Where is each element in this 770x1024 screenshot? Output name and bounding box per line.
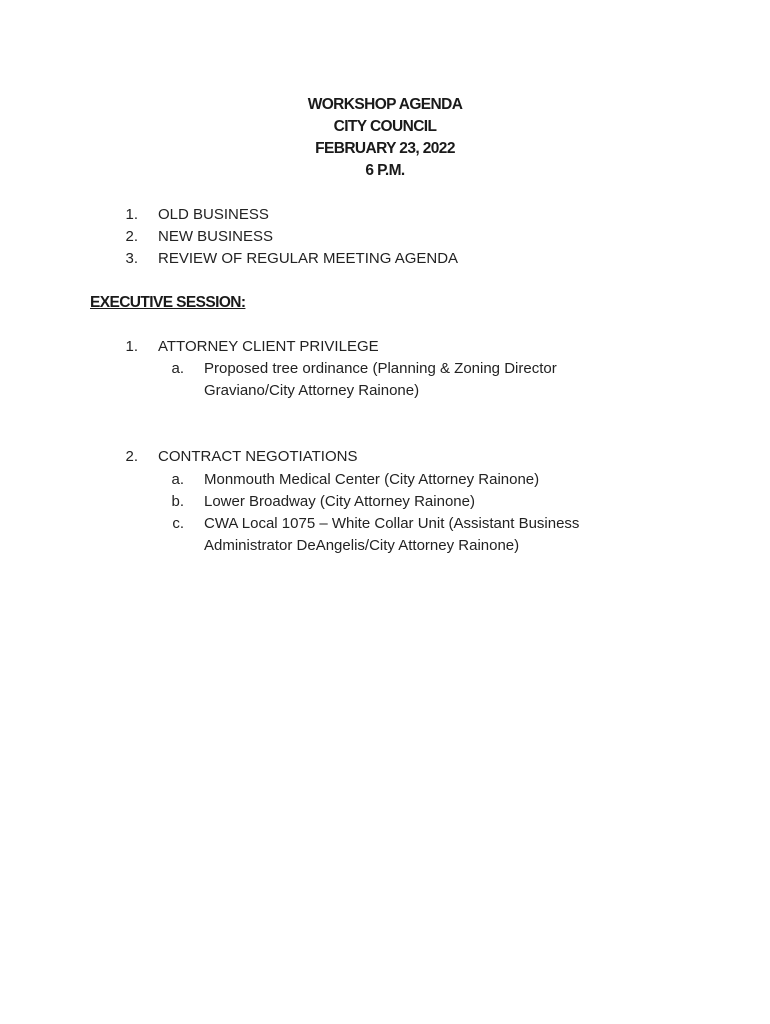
executive-session-heading: EXECUTIVE SESSION: bbox=[90, 294, 246, 311]
sub-list-text: Monmouth Medical Center (City Attorney Rainone) bbox=[204, 471, 540, 488]
list-item-text: OLD BUSINESS bbox=[158, 206, 269, 223]
list-item-text: NEW BUSINESS bbox=[158, 228, 274, 245]
sub-list-continuation: Administrator DeAngelis/City Attorney Rainone) bbox=[204, 537, 520, 554]
list-number: 1. bbox=[125, 338, 138, 355]
sub-list-letter: b. bbox=[171, 493, 184, 510]
sub-list-text: CWA Local 1075 – White Collar Unit (Assistant Business bbox=[204, 515, 580, 532]
header-body: CITY COUNCIL bbox=[333, 118, 437, 135]
list-number: 2. bbox=[125, 228, 138, 245]
list-number: 2. bbox=[125, 448, 138, 465]
header-date: FEBRUARY 23, 2022 bbox=[315, 140, 455, 157]
list-number: 1. bbox=[125, 206, 138, 223]
sub-list-continuation: Graviano/City Attorney Rainone) bbox=[204, 382, 420, 399]
list-number: 3. bbox=[125, 250, 138, 267]
header-title: WORKSHOP AGENDA bbox=[307, 96, 463, 113]
list-item-text: CONTRACT NEGOTIATIONS bbox=[158, 448, 358, 465]
agenda-header bbox=[0, 94, 770, 182]
sub-list-text: Lower Broadway (City Attorney Rainone) bbox=[204, 493, 475, 510]
sub-list-text: Proposed tree ordinance (Planning & Zoning Director bbox=[204, 360, 557, 377]
sub-list-letter: a. bbox=[171, 360, 184, 377]
sub-list-letter: a. bbox=[171, 471, 184, 488]
header-time: 6 P.M. bbox=[365, 162, 405, 179]
sub-list-letter: c. bbox=[172, 515, 184, 532]
list-item-text: ATTORNEY CLIENT PRIVILEGE bbox=[158, 338, 379, 355]
list-item-text: REVIEW OF REGULAR MEETING AGENDA bbox=[158, 250, 459, 267]
